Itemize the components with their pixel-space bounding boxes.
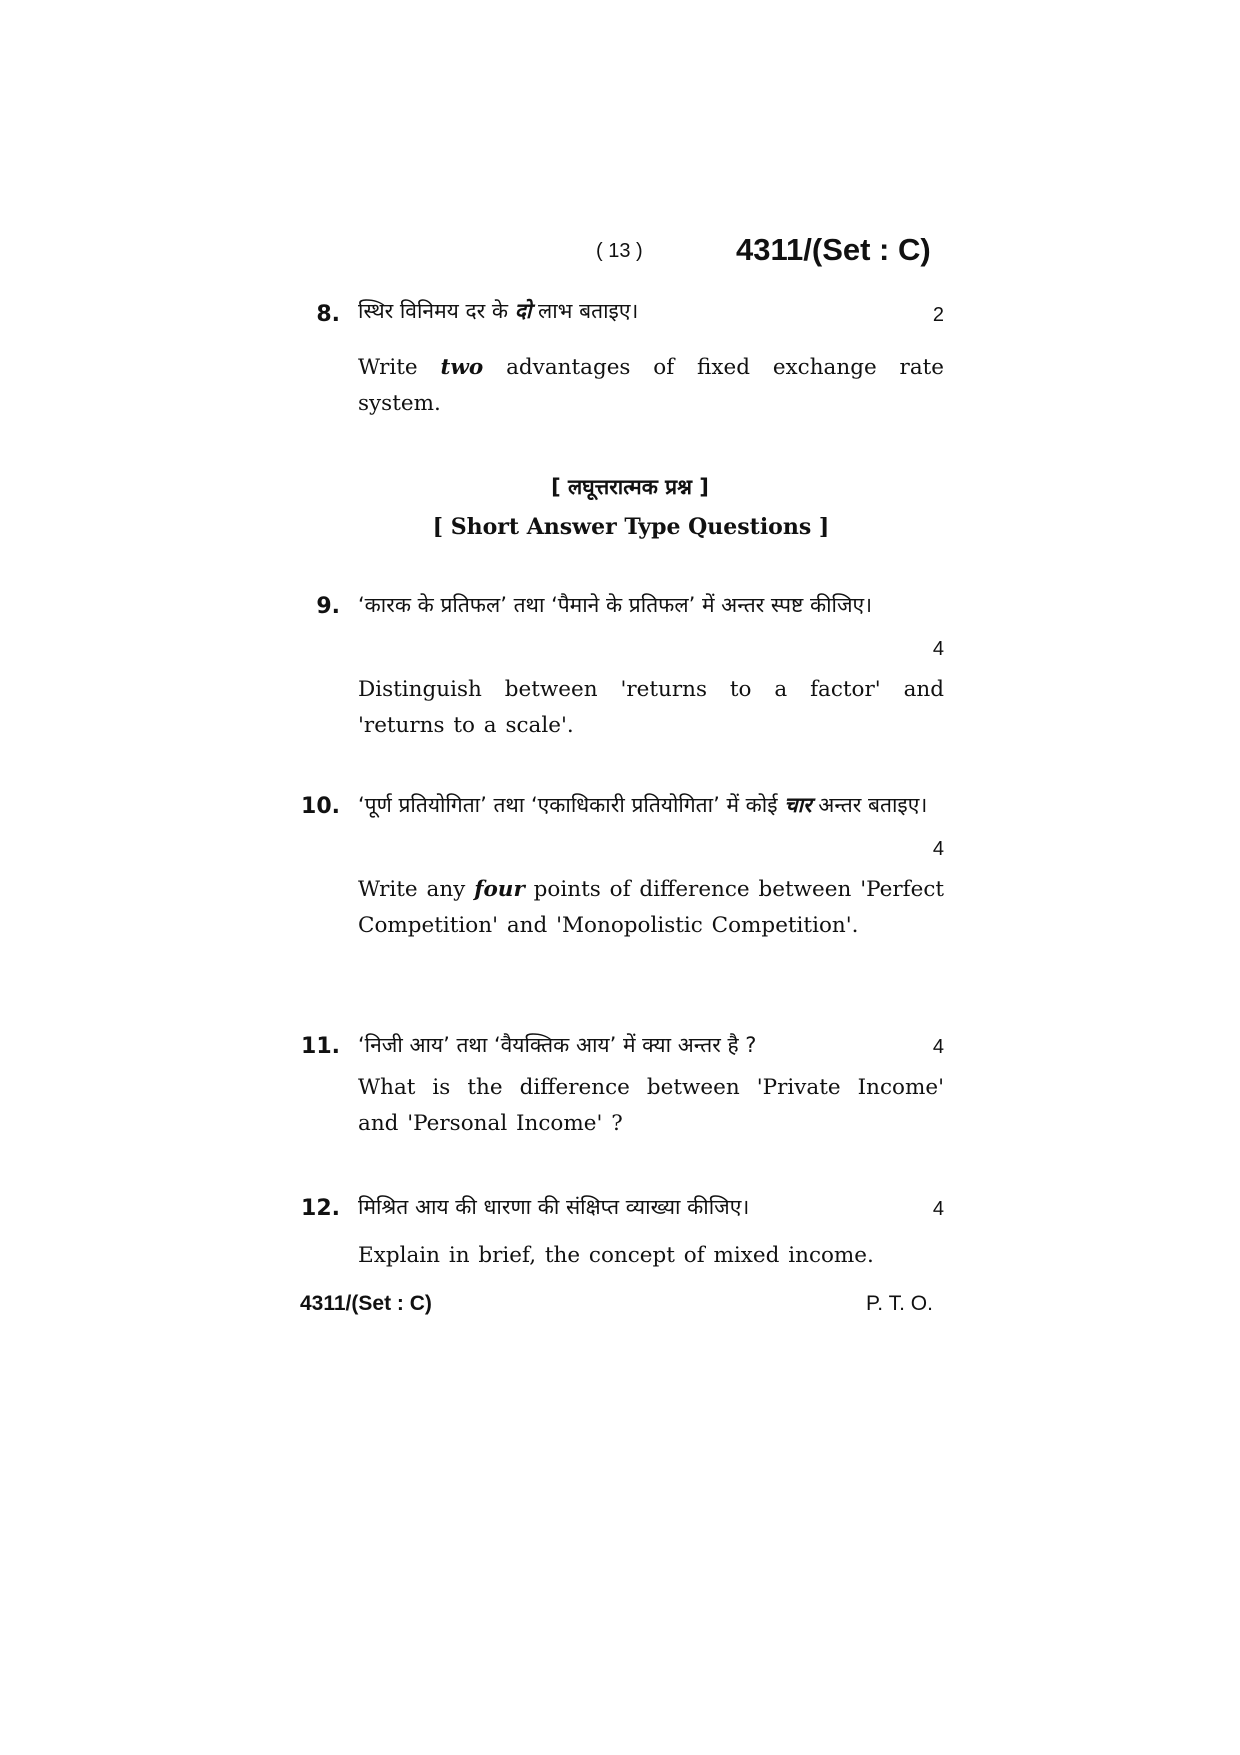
- question-english: Write any four points of difference between 'Perfect Competition' and 'Monopolistic Competition'.: [358, 877, 944, 938]
- emphasis: चार: [784, 793, 812, 817]
- question-number: 11.: [301, 1034, 340, 1059]
- question-number: 9.: [316, 594, 340, 619]
- question-english: Explain in brief, the concept of mixed income.: [358, 1243, 874, 1268]
- question-english: Write two advantages of fixed exchange rate system.: [358, 355, 944, 416]
- paper-code-footer: 4311/(Set : C): [300, 1292, 432, 1315]
- question-number: 8.: [316, 302, 340, 327]
- question-hindi: ‘कारक के प्रतिफल’ तथा ‘पैमाने के प्रतिफल’ में अन्तर स्पष्ट कीजिए।: [358, 593, 873, 617]
- question-english: Distinguish between 'returns to a factor' and 'returns to a scale'.: [358, 677, 944, 738]
- section-title-hindi: [ लघूत्तरात्मक प्रश्न ]: [551, 475, 709, 499]
- question-hindi: मिश्रित आय की धारणा की संक्षिप्त व्याख्या कीजिए।: [358, 1195, 750, 1219]
- emphasis: two: [440, 355, 484, 380]
- marks: 4: [932, 838, 944, 860]
- emphasis: four: [474, 877, 525, 902]
- question-number: 10.: [301, 794, 340, 819]
- pto-label: P. T. O.: [866, 1292, 933, 1315]
- section-title-english: [ Short Answer Type Questions ]: [432, 514, 830, 540]
- page-number: ( 13 ): [596, 240, 643, 262]
- question-hindi: स्थिर विनिमय दर के दो लाभ बताइए।: [358, 299, 639, 323]
- paper-code-header: 4311/(Set : C): [736, 232, 931, 267]
- question-english: What is the difference between 'Private Income' and 'Personal Income' ?: [358, 1075, 944, 1136]
- question-number: 12.: [301, 1196, 340, 1221]
- emphasis: दो: [514, 299, 532, 323]
- marks: 4: [932, 1198, 944, 1220]
- question-hindi: ‘पूर्ण प्रतियोगिता’ तथा ‘एकाधिकारी प्रतियोगिता’ में कोई चार अन्तर बताइए।: [358, 793, 928, 817]
- marks: 2: [932, 304, 944, 326]
- marks: 4: [932, 1036, 944, 1058]
- question-hindi: ‘निजी आय’ तथा ‘वैयक्तिक आय’ में क्या अन्तर है ?: [358, 1033, 757, 1057]
- marks: 4: [932, 638, 944, 660]
